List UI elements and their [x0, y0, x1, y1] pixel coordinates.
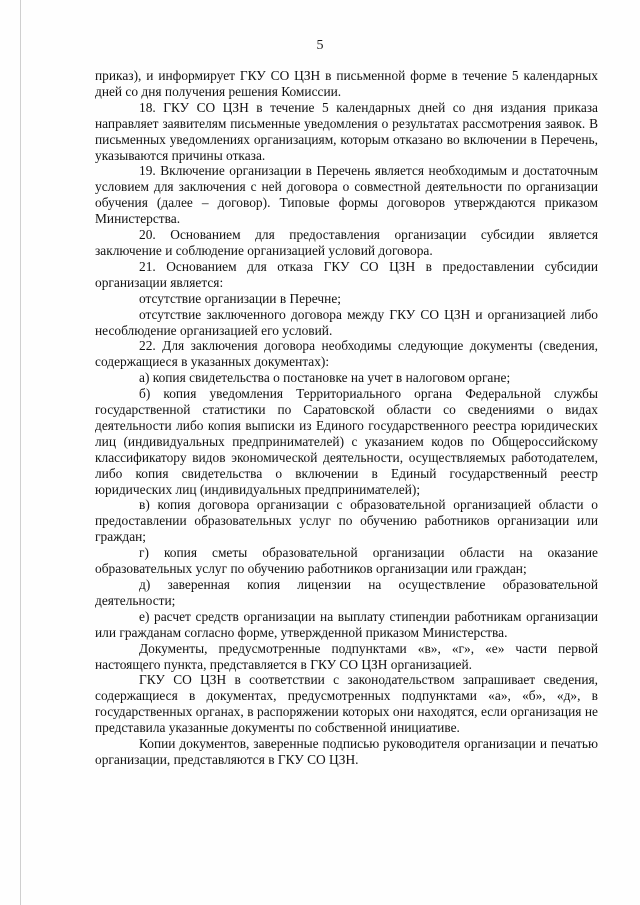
- paragraph-22-item-g: г) копия сметы образовательной организации области на оказание образовательных услуг по обучению работников организации или граждан;: [95, 545, 598, 577]
- paragraph-requests: ГКУ СО ЦЗН в соответствии с законодательством запрашивает сведения, содержащиеся в документах, предусмотренных подпунктами «а», «б», «д», в государственных органах, в распоряжении которых они находятся, если организация не представила указанные документы по собственной инициативе.: [95, 672, 598, 736]
- paragraph-18: 18. ГКУ СО ЦЗН в течение 5 календарных дней со дня издания приказа направляет заявителям письменные уведомления о результатах рассмотрения заявок. В письменных уведомлениях организациям, которым отказано во включении в Перечень, указываются причины отказа.: [95, 99, 598, 163]
- paragraph-19: 19. Включение организации в Перечень является необходимым и достаточным условием для заключения с ней договора о совместной деятельности по организации обучения (далее – договор). Типовые формы договоров утверждаются приказом Министерства.: [95, 163, 598, 227]
- paragraph-copies: Копии документов, заверенные подписью руководителя организации и печатью организации, представляются в ГКУ СО ЦЗН.: [95, 736, 598, 767]
- scan-edge-mark: [20, 0, 21, 905]
- paragraph-documents-provided: Документы, предусмотренные подпунктами «в», «г», «е» части первой настоящего пункта, представляется в ГКУ СО ЦЗН организацией.: [95, 640, 598, 672]
- paragraph-22-item-e: е) расчет средств организации на выплату стипендии работникам организации или гражданам согласно форме, утвержденной приказом Министерства.: [95, 608, 598, 640]
- paragraph-22: 22. Для заключения договора необходимы следующие документы (сведения, содержащиеся в указанных документах):: [95, 338, 598, 370]
- paragraph-21-item-2: отсутствие заключенного договора между ГКУ СО ЦЗН и организацией либо несоблюдение организацией его условий.: [95, 306, 598, 338]
- paragraph-21: 21. Основанием для отказа ГКУ СО ЦЗН в предоставлении субсидии организации является:: [95, 258, 598, 290]
- paragraph-22-item-d: д) заверенная копия лицензии на осуществление образовательной деятельности;: [95, 577, 598, 608]
- paragraph-continuation: приказ), и информирует ГКУ СО ЦЗН в письменной форме в течение 5 календарных дней со дня получения решения Комиссии.: [95, 68, 598, 99]
- paragraph-20: 20. Основанием для предоставления организации субсидии является заключение и соблюдение организацией условий договора.: [95, 227, 598, 258]
- paragraph-22-item-a: а) копия свидетельства о постановке на учет в налоговом органе;: [139, 370, 511, 386]
- page-number: 5: [316, 38, 324, 53]
- paragraph-21-item-1: отсутствие организации в Перечне;: [139, 290, 341, 306]
- paragraph-22-item-v: в) копия договора организации с образовательной организацией области о предоставлении образовательных услуг по обучению работников организации или граждан;: [95, 497, 598, 545]
- document-body: [95, 68, 598, 768]
- paragraph-22-item-b: б) копия уведомления Территориального органа Федеральной службы государственной статистики по Саратовской области со сведениями о видах деятельности либо копия выписки из Единого государственного реестра юридических лиц (индивидуальных предпринимателей) с указанием кодов по Общероссийскому классификатору видов экономической деятельности, осуществляемых работодателем, либо копия свидетельства о включении в Единый государственный реестр юридических лиц (индивидуальных предпринимателей);: [95, 386, 598, 497]
